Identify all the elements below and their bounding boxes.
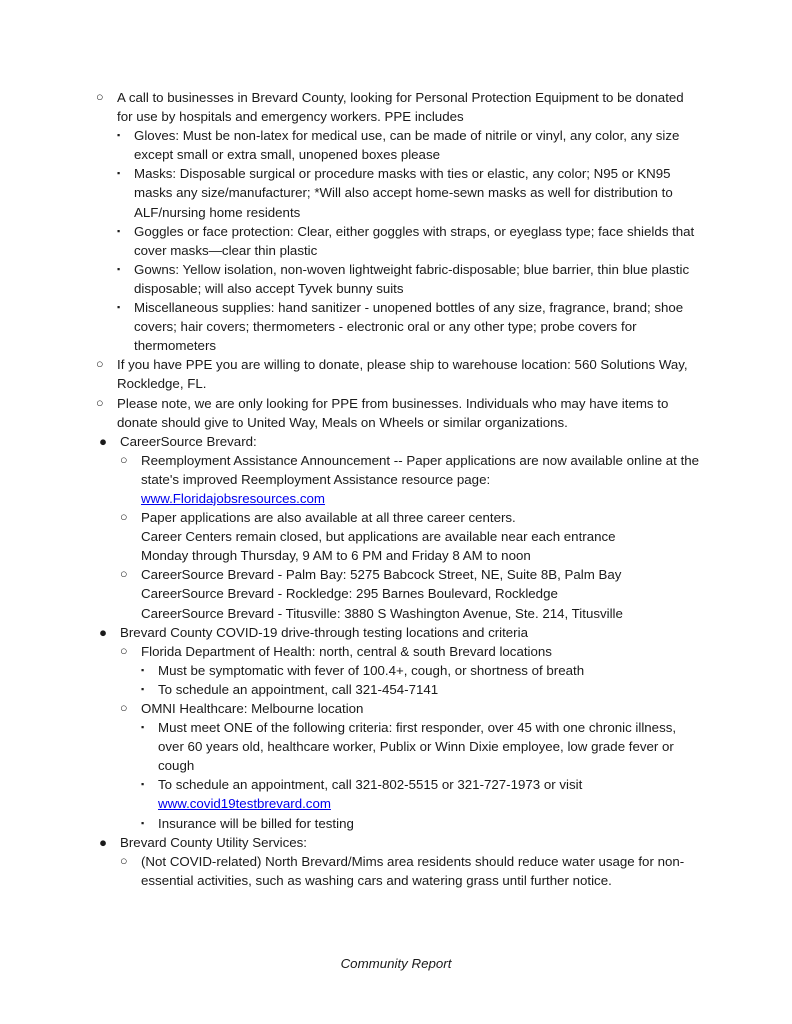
bullet-circle-icon: ○ [120, 853, 128, 868]
paper-applications-block [141, 508, 700, 565]
section-utility-services [99, 833, 700, 890]
bullet-square-icon: ▪ [141, 664, 145, 675]
list-item-ppe-shipping [96, 355, 700, 393]
omni-appointment-block [158, 775, 700, 813]
list-item-ppe-call [96, 88, 700, 355]
bullet-circle-icon: ○ [120, 452, 128, 467]
bullet-square-icon: ▪ [141, 722, 145, 733]
covid19testbrevard-link[interactable]: www.covid19testbrevard.com [158, 796, 331, 812]
bullet-square-icon: ▪ [141, 817, 145, 828]
bullet-disc-icon: ● [99, 834, 108, 850]
paper-apps-line3: Monday through Thursday, 9 AM to 6 PM and Friday 8 AM to noon [141, 548, 531, 564]
reemployment-text: Reemployment Assistance Announcement -- Paper applications are now available online at the state's improved Reemployment Assistance resource page: [141, 452, 700, 487]
bullet-circle-icon: ○ [96, 90, 104, 104]
omni-criteria-list [141, 718, 700, 833]
misc-supplies-text: Miscellaneous supplies: hand sanitizer - unopened bottles of any size, fragrance, brand; shoe covers; hair covers; thermometers - electronic oral or any other type; probe covers for thermometers [134, 300, 684, 354]
bullet-square-icon: ▪ [117, 168, 121, 179]
center-palm-bay: CareerSource Brevard - Palm Bay: 5275 Babcock Street, NE, Suite 8B, Palm Bay [141, 567, 622, 583]
bullet-square-icon: ▪ [141, 683, 145, 694]
bullet-disc-icon: ● [99, 624, 108, 640]
ppe-section-list [96, 88, 700, 432]
bullet-circle-icon: ○ [96, 357, 104, 372]
ppe-items-list [117, 126, 700, 355]
bullet-square-icon: ▪ [117, 225, 121, 236]
doh-criteria-list [141, 661, 700, 699]
bullet-circle-icon: ○ [120, 567, 128, 582]
career-centers-block [141, 565, 700, 622]
list-item-omni [120, 699, 700, 833]
list-item-gowns [117, 260, 700, 298]
bullet-circle-icon: ○ [120, 510, 128, 525]
list-item-gloves [117, 126, 700, 164]
list-item-omni-insurance [141, 814, 700, 833]
omni-appointment-text: To schedule an appointment, call 321-802-5515 or 321-727-1973 or visit [158, 777, 583, 793]
gowns-text: Gowns: Yellow isolation, non-woven lightweight fabric-disposable; blue barrier, thin blue plastic disposable; will also accept Tyvek bunny suits [134, 261, 690, 296]
list-item-doh-appointment [141, 680, 700, 699]
list-item-doh-criteria [141, 661, 700, 680]
testing-heading: Brevard County COVID-19 drive-through testing locations and criteria [120, 624, 528, 640]
bullet-circle-icon: ○ [96, 395, 104, 410]
list-item-career-centers [120, 565, 700, 622]
careersource-list [120, 451, 700, 623]
paper-apps-line1: Paper applications are also available at all three career centers. [141, 510, 516, 526]
bullet-square-icon: ▪ [117, 302, 121, 313]
ppe-shipping-text: If you have PPE you are willing to donate, please ship to warehouse location: 560 Solutions Way, Rockledge, FL. [117, 357, 688, 392]
document-footer: Community Report [340, 956, 452, 971]
list-item-doh [120, 642, 700, 699]
bullet-square-icon: ▪ [117, 130, 121, 141]
list-item-misc-supplies [117, 298, 700, 355]
ppe-note-text: Please note, we are only looking for PPE from businesses. Individuals who may have items to donate should give to United Way, Meals on Wheels or similar organizations. [117, 395, 669, 430]
center-rockledge: CareerSource Brevard - Rockledge: 295 Barnes Boulevard, Rockledge [141, 586, 558, 602]
list-item-masks [117, 164, 700, 221]
reemployment-block [141, 451, 700, 508]
section-covid-testing [99, 623, 700, 833]
doh-heading: Florida Department of Health: north, central & south Brevard locations [141, 643, 552, 659]
doh-appointment-text: To schedule an appointment, call 321-454-7141 [158, 681, 439, 697]
gloves-text: Gloves: Must be non-latex for medical use, can be made of nitrile or vinyl, any color, any size except small or extra small, unopened boxes please [134, 128, 680, 163]
paper-apps-line2: Career Centers remain closed, but applications are available near each entrance [141, 529, 616, 545]
list-item-omni-appointment [141, 775, 700, 813]
bullet-circle-icon: ○ [120, 701, 128, 715]
main-sections-list [96, 432, 700, 890]
list-item-ppe-note [96, 394, 700, 432]
utility-heading: Brevard County Utility Services: [120, 834, 307, 850]
careersource-heading: CareerSource Brevard: [120, 433, 257, 449]
goggles-text: Goggles or face protection: Clear, either goggles with straps, or eyeglass type; face shields that cover masks—clear thin plastic [134, 223, 695, 258]
document-body [96, 88, 700, 890]
bullet-circle-icon: ○ [120, 643, 128, 658]
omni-insurance-text: Insurance will be billed for testing [158, 815, 354, 831]
list-item-goggles [117, 222, 700, 260]
list-item-utility-notice [120, 852, 700, 890]
masks-text: Masks: Disposable surgical or procedure masks with ties or elastic, any color; N95 or KN95 masks any size/manufacturer; *Will also accept home-sewn masks as well for distribution to ALF/nursing home residents [134, 166, 673, 220]
utility-list [120, 852, 700, 890]
utility-text: (Not COVID-related) North Brevard/Mims area residents should reduce water usage for non-essential activities, such as washing cars and watering grass until further notice. [141, 853, 685, 888]
testing-locations-list [120, 642, 700, 833]
omni-criteria-text: Must meet ONE of the following criteria: first responder, over 45 with one chronic illness, over 60 years old, healthcare worker, Publix or Winn Dixie employee, low grade fever or cough [158, 720, 677, 774]
ppe-call-text: A call to businesses in Brevard County, looking for Personal Protection Equipment to be donated for use by hospitals and emergency workers. PPE includes [117, 90, 684, 125]
bullet-disc-icon: ● [99, 433, 108, 449]
floridajobsresources-link[interactable]: www.Floridajobsresources.com [141, 490, 326, 506]
center-titusville: CareerSource Brevard - Titusville: 3880 S Washington Avenue, Ste. 214, Titusville [141, 605, 623, 621]
omni-heading: OMNI Healthcare: Melbourne location [141, 701, 364, 716]
list-item-omni-criteria [141, 718, 700, 775]
doh-criteria-text: Must be symptomatic with fever of 100.4+, cough, or shortness of breath [158, 662, 585, 678]
list-item-reemployment [120, 451, 700, 508]
bullet-square-icon: ▪ [117, 263, 121, 274]
section-careersource [99, 432, 700, 623]
bullet-square-icon: ▪ [141, 779, 145, 790]
list-item-paper-applications [120, 508, 700, 565]
